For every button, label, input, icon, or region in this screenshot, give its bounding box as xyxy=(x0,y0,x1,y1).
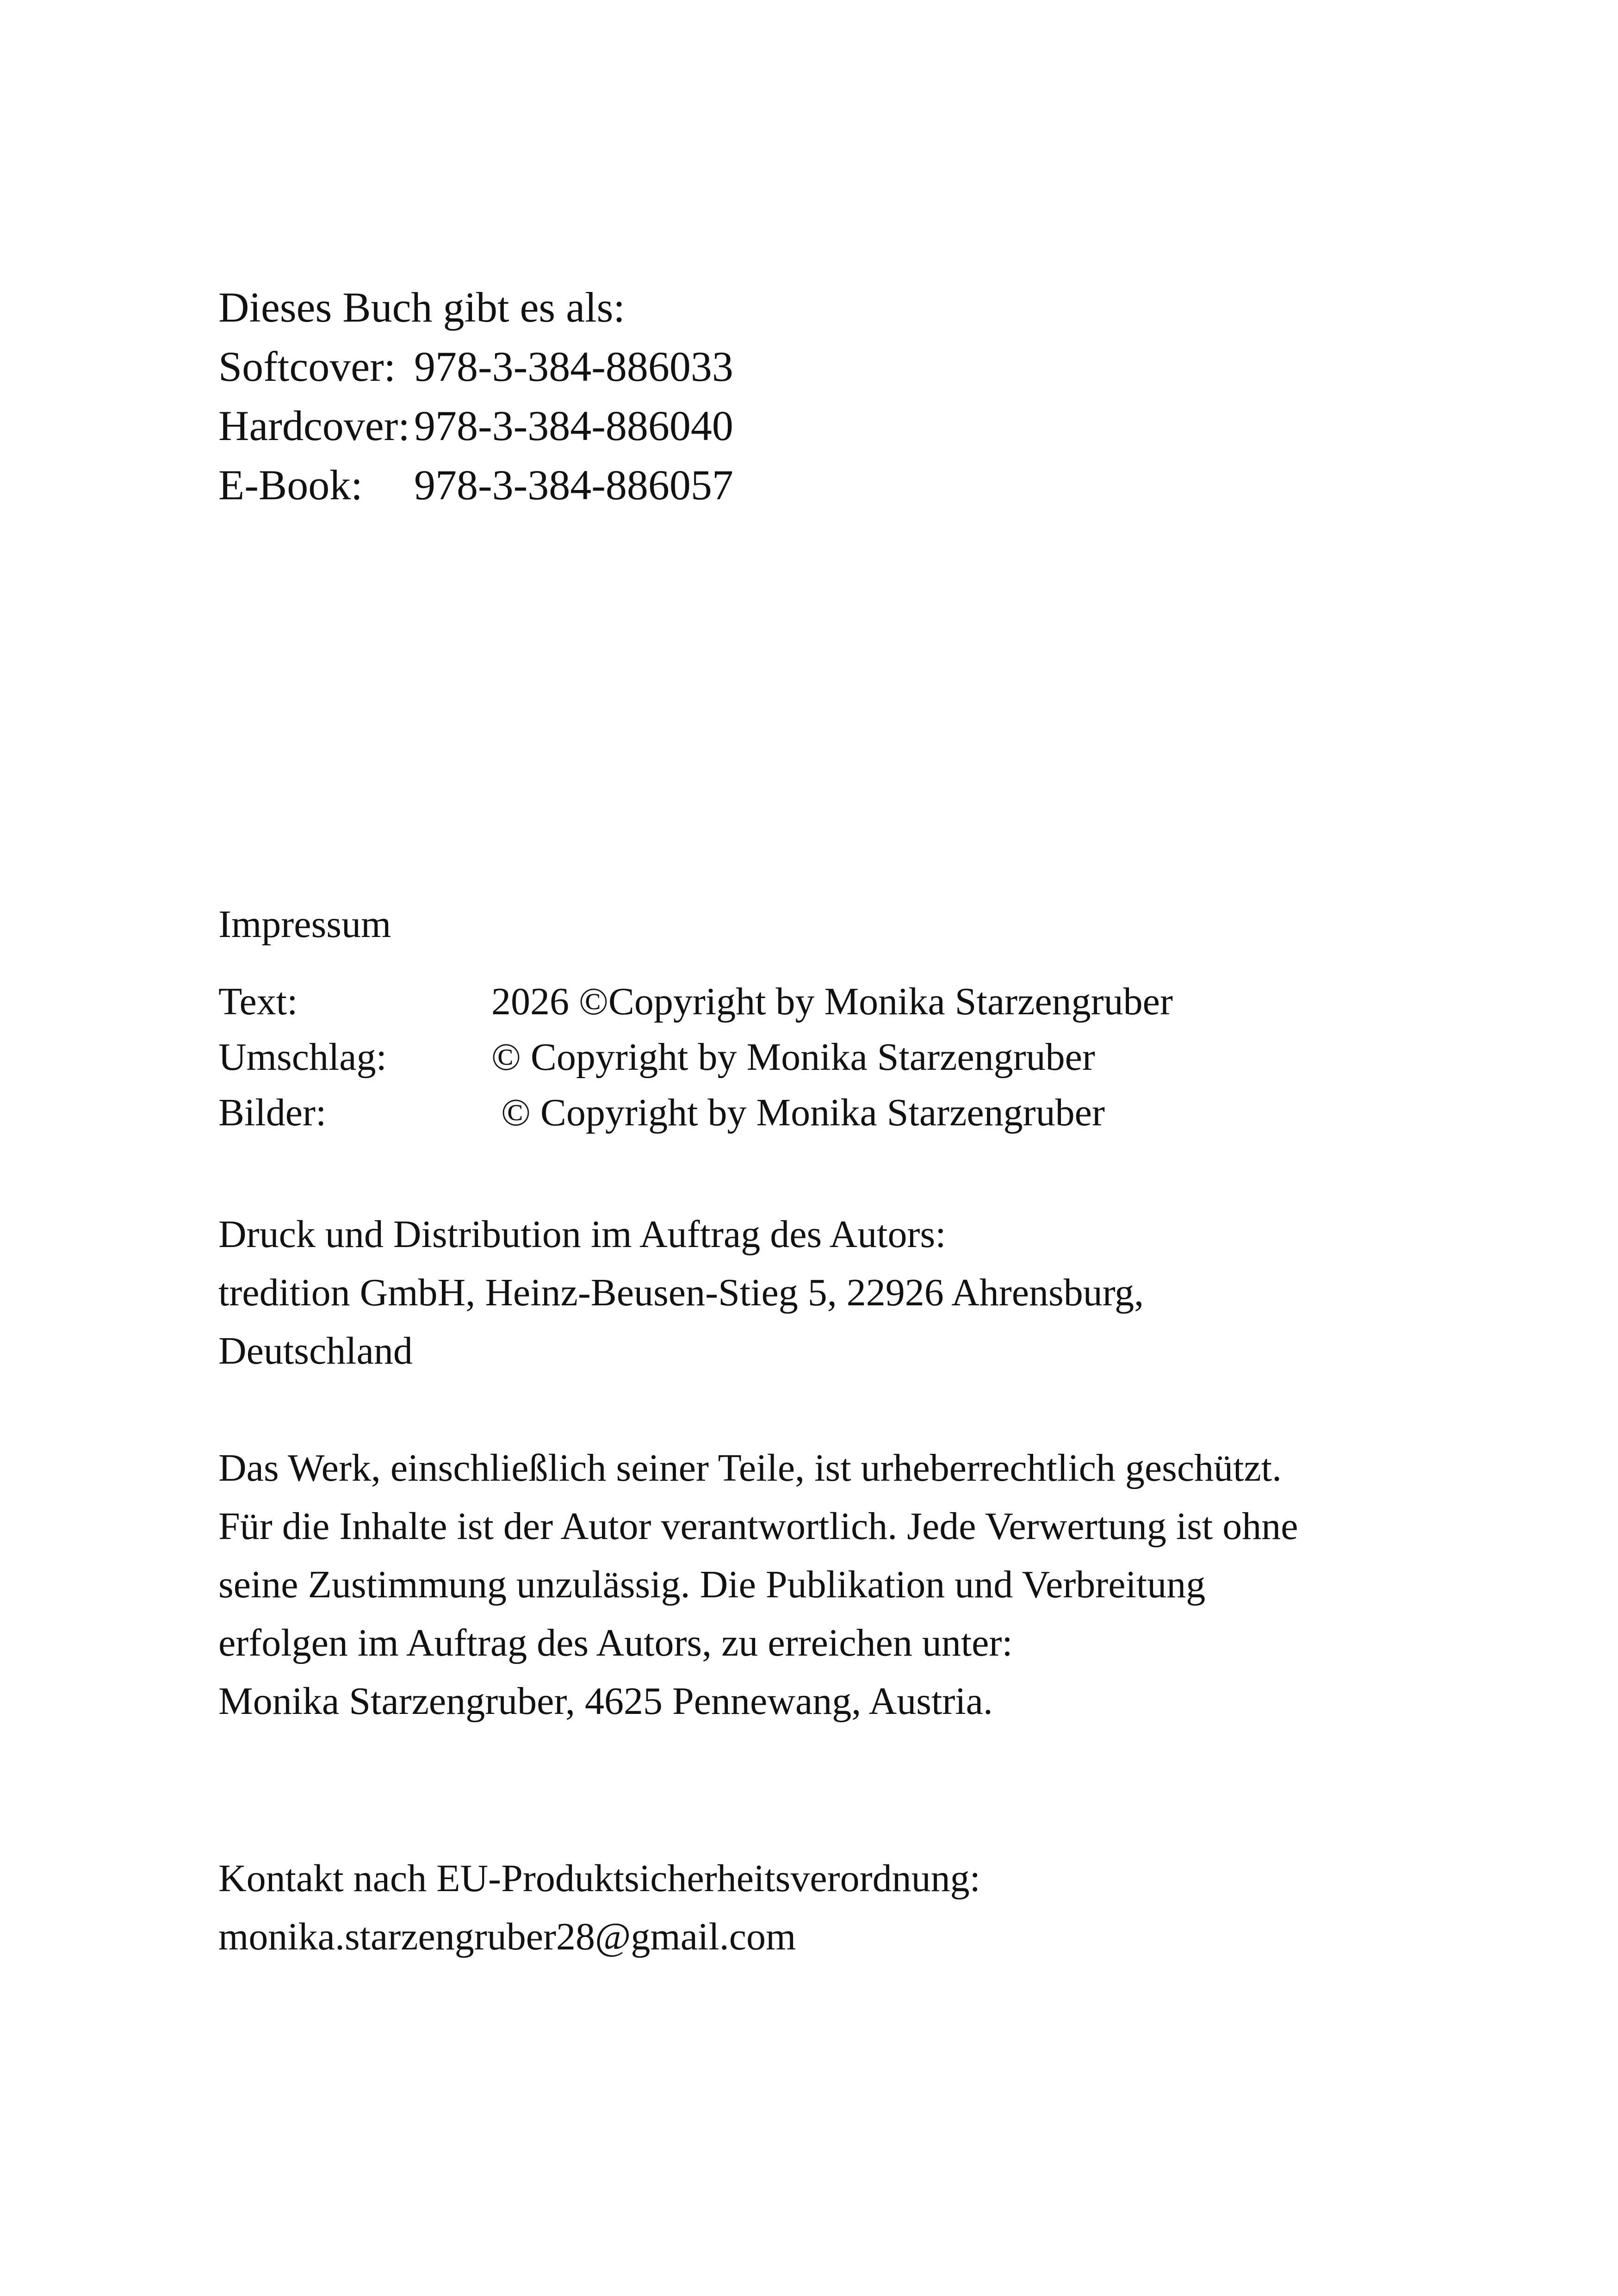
credit-value: 2026 ©Copyright by Monika Starzengruber xyxy=(491,980,1173,1023)
isbn-value: 978-3-384-886057 xyxy=(414,461,733,509)
copyright-notice-paragraph xyxy=(218,1439,1298,1731)
paragraph-line: Kontakt nach EU-Produktsicherheitsverordnung: xyxy=(218,1857,980,1900)
paragraph-line: erfolgen im Auftrag des Autors, zu erreichen unter: xyxy=(218,1621,1013,1664)
format-label: E-Book: xyxy=(218,461,363,509)
paragraph-line: Monika Starzengruber, 4625 Pennewang, Austria. xyxy=(218,1680,993,1723)
print-distribution-paragraph xyxy=(218,1205,1144,1380)
credit-value: © Copyright by Monika Starzengruber xyxy=(491,1036,1095,1079)
contact-paragraph xyxy=(218,1849,980,1966)
paragraph-line: Druck und Distribution im Auftrag des Autors: xyxy=(218,1213,946,1256)
paragraph-line: seine Zustimmung unzulässig. Die Publikation und Verbreitung xyxy=(218,1563,1206,1606)
format-row-hardcover xyxy=(218,396,733,455)
paragraph-line: Für die Inhalte ist der Autor verantwortlich. Jede Verwertung ist ohne xyxy=(218,1505,1298,1548)
format-label: Softcover: xyxy=(218,343,396,390)
credit-value: © Copyright by Monika Starzengruber xyxy=(491,1091,1105,1134)
credit-row-text xyxy=(218,974,1173,1030)
paragraph-line: Das Werk, einschließlich seiner Teile, ist urheberrechtlich geschützt. xyxy=(218,1446,1282,1489)
format-row-softcover xyxy=(218,337,733,396)
credit-row-umschlag xyxy=(218,1030,1173,1085)
credit-label: Bilder: xyxy=(218,1091,327,1134)
isbn-value: 978-3-384-886033 xyxy=(414,343,733,390)
contact-email: monika.starzengruber28@gmail.com xyxy=(218,1915,796,1958)
credit-row-bilder xyxy=(218,1085,1173,1141)
format-label: Hardcover: xyxy=(218,402,410,449)
isbn-value: 978-3-384-886040 xyxy=(414,402,733,449)
impressum-heading: Impressum xyxy=(218,903,391,946)
format-row-ebook xyxy=(218,455,733,515)
paragraph-line: Deutschland xyxy=(218,1329,413,1372)
credits-section xyxy=(218,974,1173,1141)
paragraph-line: tredition GmbH, Heinz-Beusen-Stieg 5, 22926 Ahrensburg, xyxy=(218,1271,1144,1314)
book-formats-section xyxy=(218,278,733,515)
formats-intro: Dieses Buch gibt es als: xyxy=(218,284,625,331)
credit-label: Text: xyxy=(218,980,298,1023)
credit-label: Umschlag: xyxy=(218,1036,387,1079)
